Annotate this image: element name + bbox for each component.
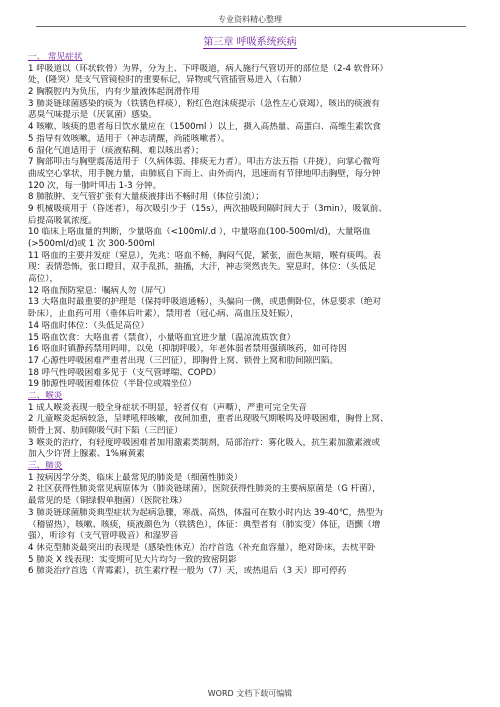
text-line: 8 肺脓肿、支气管扩张有大量痰液排出不畅时用（体位引流）； (28, 192, 264, 203)
page-footer: WORD 文档下载可编辑 (207, 689, 293, 698)
text-line: 强），听诊有（支气管呼吸音）和湿罗音 (28, 531, 179, 542)
text-line: 13 大咯血时最重要的护理是（保持呼吸道通畅），头偏向一侧，或患侧卧位，休息要求（绝对 (28, 297, 382, 308)
text-line: 16 咯血时镇静药禁用吗啡，以免（抑制呼吸），年老体弱者禁用强镇咳药，如可待因 (28, 344, 347, 355)
text-line: 4 休克型肺炎最突出的表现是（感染性休克）治疗首选（补充血容量），绝对卧床，去枕平卧 (28, 542, 376, 553)
text-line: 恶臭气味提示是（厌氧菌）感染。 (28, 110, 157, 121)
text-line: 1 呼吸道以（环状软骨）为界，分为上、下呼吸道，病人施行气管切开的部位是（2-4 软骨环） (28, 63, 389, 74)
text-line: 120 次，每一肺叶叩击 1-3 分钟。 (28, 180, 162, 191)
text-line: 6 肺炎治疗首选（青霉素），抗生素疗程一般为（7）天，或热退后（3 天）即可停药 (28, 566, 347, 577)
chapter-title-text: 第三章 呼吸系统疾病 (203, 37, 297, 48)
text-line: 3 肺炎链球菌肺炎典型症状为起病急骤，寒战、高热，体温可在数小时内达 39-40℃，热型为 (28, 507, 383, 518)
text-line: 10 临床上咯血量的判断，少量咯血（<100ml/.d ），中量咯血(100-500ml/d)，大量咯血 (28, 227, 371, 238)
text-line: 4 咳嗽、咳痰的患者每日饮水量应在（1500ml ）以上，摄入高热量、高蛋白、高维生素饮食 (28, 122, 381, 133)
text-line: 3 肺炎链球菌感染的痰为（铁锈色样痰），粉红色泡沫痰提示（急性左心衰竭），咳出的痰液有 (28, 98, 380, 109)
section-heading: 二、喉炎 (28, 390, 63, 401)
text-line: 最常见的是（铜绿假单胞菌）（医院社珠） (28, 496, 187, 507)
text-line: 12 咯血预防窒息：嘱病人勿（屏气） (28, 285, 171, 296)
text-line: (>500ml/d)或 1 次 300-500ml (28, 239, 155, 249)
text-line: 现：表情恐怖，张口瞪目，双手乱抓，抽搐，大汗，神志突然丧失。窒息时，体位：（头低足 (28, 262, 377, 273)
text-line: 18 呼气性呼吸困难多见于（支气管哮喘、COPD） (28, 367, 221, 378)
text-line: （稽留热），咳嗽、咳痰，痰液颜色为（铁锈色），体征：典型者有（肺实变）体征，语颤（增 (28, 519, 381, 530)
text-line: 3 喉炎的治疗，有轻度呼吸困难者加用激素类制剂，局部治疗：雾化吸入，抗生素加激素液或 (28, 437, 380, 448)
text-line: 后提高吸氧浓度。 (28, 215, 97, 226)
text-line: 19 肺源性呼吸困难体位（半卧位或端坐位） (28, 379, 197, 390)
text-line: 6 湿化气道适用于（痰液粘稠、难以咳出者）； (28, 145, 204, 156)
text-line: 曲成空心掌状，用手腕力量，由肺底自下而上、由外而内，迅速而有节律地叩击胸壁，每分钟 (28, 168, 381, 179)
chapter-title (0, 33, 500, 48)
section-heading: 三、肺炎 (28, 461, 63, 472)
text-line: 2 社区获得性肺炎常见病原体为（肺炎链球菌），医院获得性肺炎的主要病原菌是（G 杆菌）， (28, 484, 381, 495)
text-line: 2 儿童喉炎起病较急，呈哮吼样咳嗽，夜间加重，重者出现吸气期喉鸣及呼吸困难，胸骨上窝、 (28, 414, 389, 425)
text-line: 5 肺炎 X 线表现：实变期可见大片均匀一致的致密阴影 (28, 554, 237, 565)
text-line: 11 咯血的主要并发症（窒息），先兆：咯血不畅，胸闷气促，紧张，面色灰暗，喉有痰鸣。表 (28, 250, 382, 261)
section-heading: 一、 常见症状 (28, 52, 83, 62)
text-line: 5 指导有效咳嗽，适用于（神志清醒，尚能咳嗽者）。 (28, 133, 230, 144)
text-line: 锁骨上窝、肋间隙吸气时下陷（三凹征） (28, 426, 183, 436)
text-line: 14 咯血时体位：（头低足高位） (28, 320, 150, 331)
text-line: 2 胸膜腔内为负压，内有少量液体起润滑作用 (28, 87, 200, 98)
text-line: 加入少许肾上腺素、1%麻黄素 (28, 449, 145, 460)
text-line: 1 按病因学分类，临床上最常见的肺炎是（细菌性肺炎） (28, 472, 243, 483)
header-rule (36, 26, 466, 27)
text-line: 高位）， (28, 274, 59, 285)
document-body (28, 52, 474, 578)
text-line: 卧床），止血药可用（垂体后叶素），禁用者（冠心病、高血压及妊娠）， (28, 309, 299, 320)
text-line: 1 成人喉炎表现一般全身症状不明显，轻者仅有（声嘶），严重可完全失音 (28, 402, 307, 413)
text-line: 15 咯血饮食：大咯血者（禁食），小量咯血宜进少量（温凉流质饮食） (28, 332, 296, 343)
text-line: 处，(隆突）是支气管镜检时的重要标记，异物或气管插管易进入（右肺） (28, 75, 307, 86)
page-header: 专业资料精心整理 (218, 15, 282, 24)
text-line: 7 胸部叩击与胸壁震荡适用于（久病体弱、排痰无力者）。叩击方法五指（并拢），向掌心微弯 (28, 157, 380, 168)
text-line: 9 机械吸痰用于（昏迷者），每次吸引少于（15s），两次抽吸间隔时间大于（3min），吸氧前、 (28, 203, 387, 214)
text-line: 17 心源性呼吸困难严重者出现（三凹征），即胸骨上窝、锁骨上窝和肋间隙凹陷。 (28, 355, 339, 366)
